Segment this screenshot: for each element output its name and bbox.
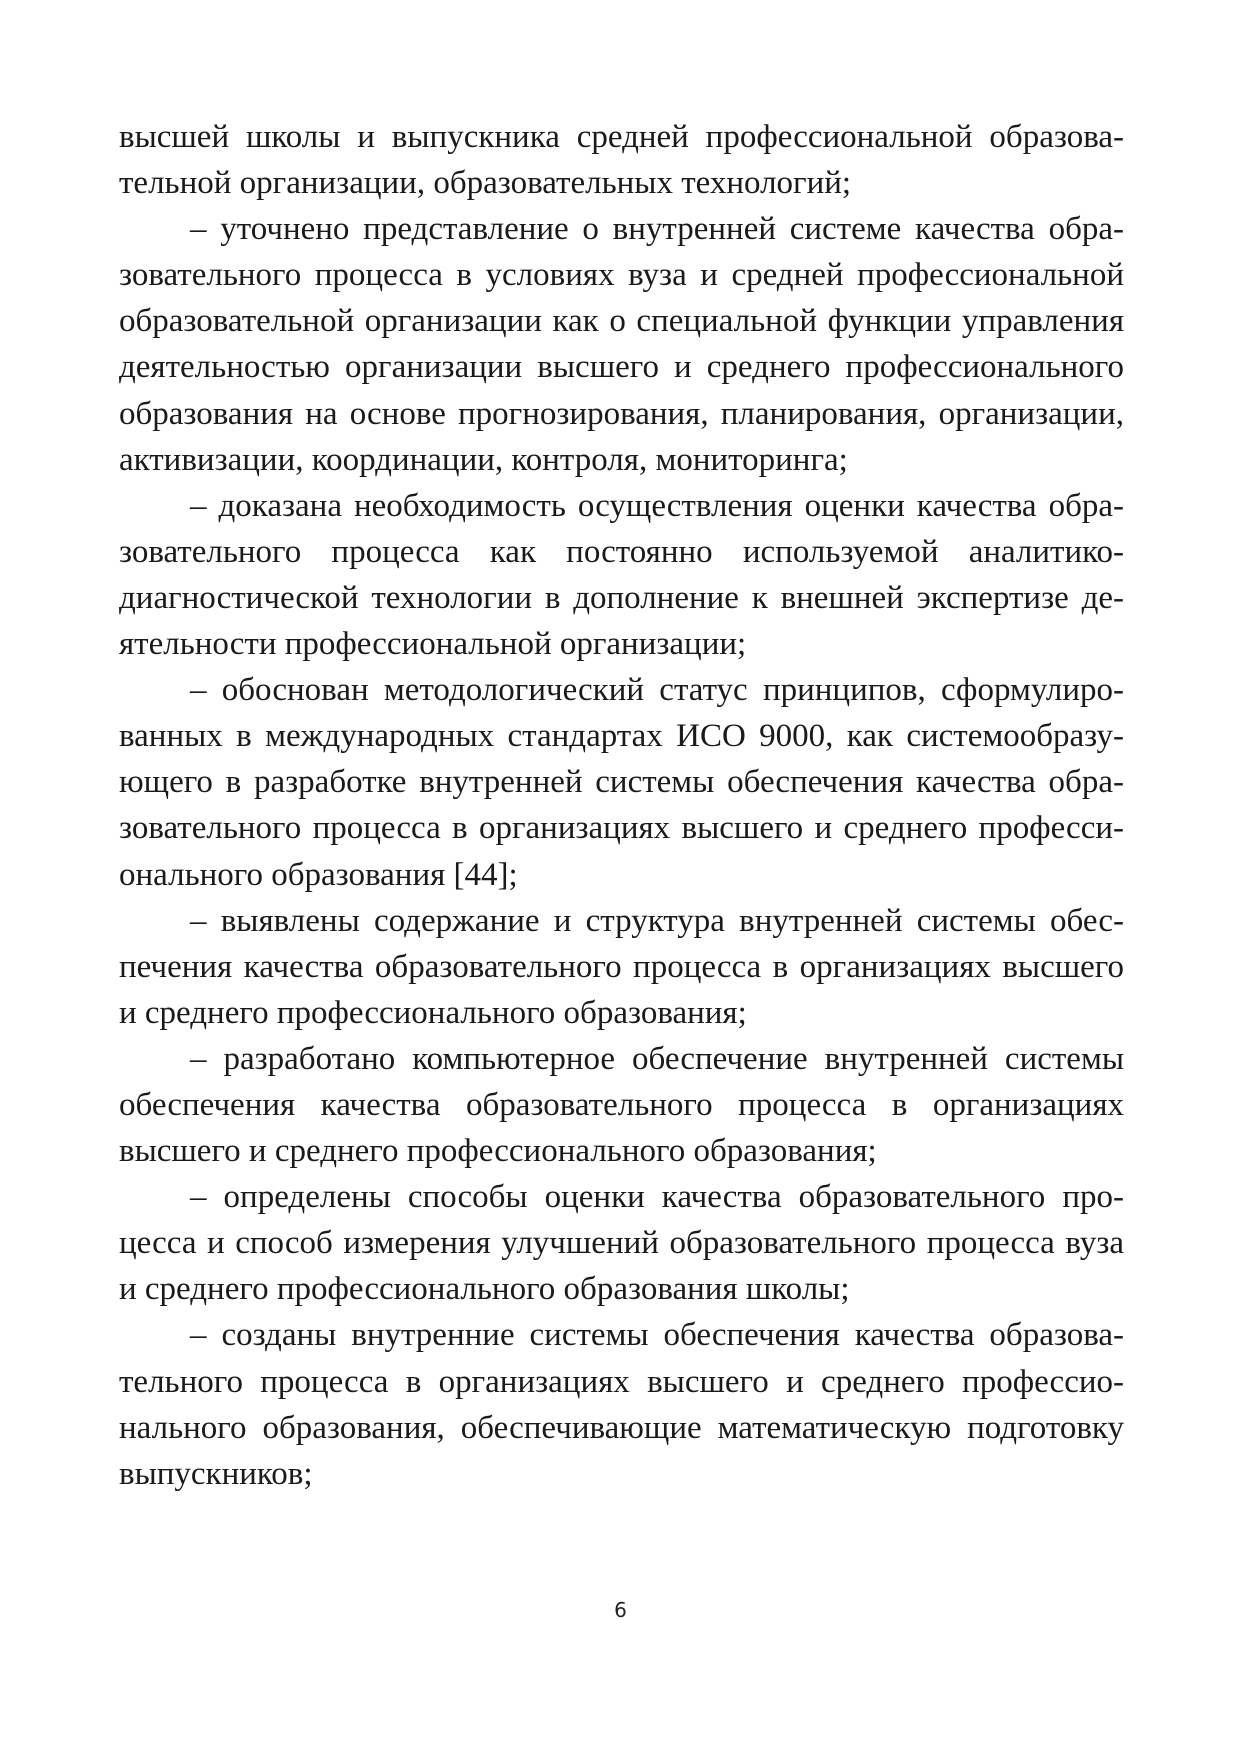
text-line: – созданы внутренние системы обеспечения качества образова-: [190, 1317, 1124, 1354]
text-line: цесса и способ измерения улучшений образовательного процесса вуза: [119, 1225, 1124, 1262]
text-line: – обоснован методологический статус принципов, сформулиро-: [190, 672, 1124, 709]
text-line: ющего в разработке внутренней системы обеспечения качества обра-: [119, 764, 1124, 801]
text-line: зовательного процесса как постоянно используемой аналитико-: [119, 533, 1124, 570]
text-line: ванных в международных стандартах ИСО 9000, как системообразу-: [119, 718, 1124, 755]
text-line: обеспечения качества образовательного процесса в организациях: [119, 1086, 1124, 1123]
text-line: онального образования [44];: [119, 856, 518, 893]
text-line: нального образования, обеспечивающие математическую подготовку: [119, 1409, 1124, 1446]
text-line: и среднего профессионального образования школы;: [119, 1271, 850, 1308]
text-line: выпускников;: [119, 1455, 313, 1492]
text-line: активизации, координации, контроля, мониторинга;: [119, 441, 848, 478]
text-line: тельного процесса в организациях высшего и среднего профессио-: [119, 1363, 1124, 1400]
text-line: диагностической технологии в дополнение к внешней экспертизе де-: [119, 579, 1124, 616]
text-line: – определены способы оценки качества образовательного про-: [190, 1179, 1124, 1216]
text-line: деятельностью организации высшего и среднего профессионального: [119, 349, 1124, 386]
text-line: ятельности профессиональной организации;: [119, 626, 747, 663]
text-line: – доказана необходимость осуществления оценки качества обра-: [190, 487, 1124, 524]
text-line: – разработано компьютерное обеспечение внутренней системы: [190, 1040, 1124, 1077]
text-line: высшего и среднего профессионального образования;: [119, 1133, 877, 1170]
page-number: 6: [614, 1598, 627, 1622]
text-line: печения качества образовательного процесса в организациях высшего: [119, 948, 1124, 985]
text-line: образовательной организации как о специальной функции управления: [119, 303, 1124, 340]
text-line: – уточнено представление о внутренней системе качества обра-: [190, 211, 1124, 248]
text-line: высшей школы и выпускника средней профессиональной образова-: [119, 119, 1124, 155]
text-line: зовательного процесса в условиях вуза и средней профессиональной: [119, 257, 1124, 294]
text-line: образования на основе прогнозирования, планирования, организации,: [119, 395, 1124, 432]
text-line: и среднего профессионального образования;: [119, 994, 747, 1031]
text-line: тельной организации, образовательных технологий;: [119, 165, 852, 202]
text-line: – выявлены содержание и структура внутренней системы обес-: [190, 902, 1124, 939]
body-text: [119, 114, 1124, 1497]
text-line: зовательного процесса в организациях высшего и среднего професси-: [119, 810, 1124, 847]
